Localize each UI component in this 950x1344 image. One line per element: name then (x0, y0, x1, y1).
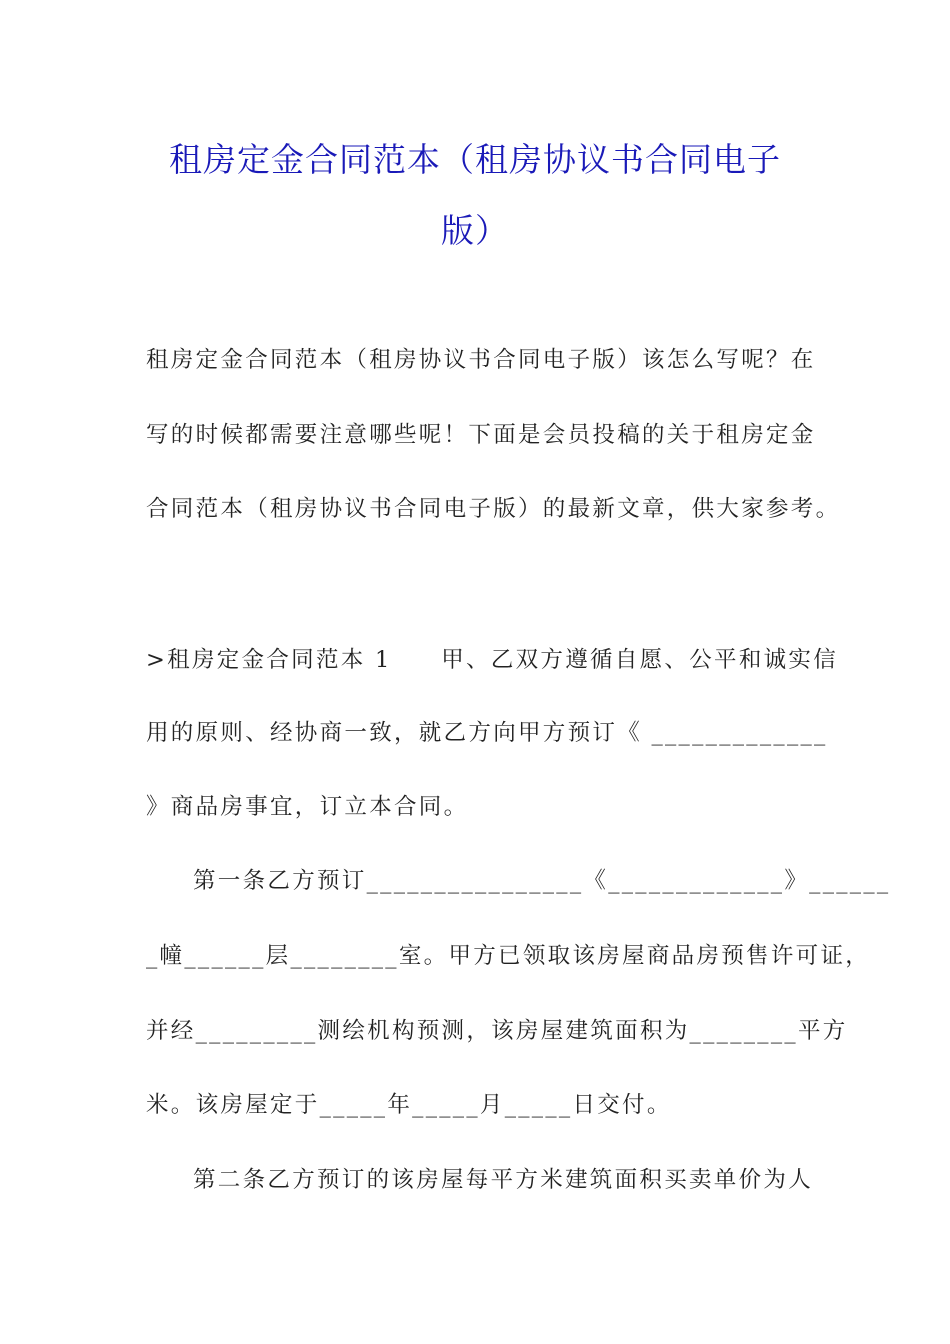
body-line: 租房定金合同范本（租房协议书合同电子版）该怎么写呢？在 (146, 347, 816, 373)
body-line: 第二条乙方预订的该房屋每平方米建筑面积买卖单价为人 (193, 1167, 814, 1193)
document-title-line-1: 租房定金合同范本（租房协议书合同电子 (169, 140, 781, 179)
body-line: 写的时候都需要注意哪些呢！下面是会员投稿的关于租房定金 (146, 422, 816, 448)
body-line: 用的原则、经协商一致，就乙方向甲方预订《 _____________ (146, 720, 828, 746)
body-line: 米。该房屋定于_____年_____月_____日交付。 (146, 1092, 672, 1118)
document-title-line-2: 版） (441, 211, 509, 250)
body-line: _幢______层________室。甲方已领取该房屋商品房预售许可证， (146, 943, 871, 969)
body-line: 》商品房事宜，订立本合同。 (146, 794, 469, 820)
body-line: >租房定金合同范本 1 甲、乙双方遵循自愿、公平和诚实信 (146, 647, 839, 673)
body-line: 并经_________测绘机构预测，该房屋建筑面积为________平方 (146, 1018, 848, 1044)
body-line: 第一条乙方预订________________《_____________》______ (193, 868, 891, 894)
body-line: 合同范本（租房协议书合同电子版）的最新文章，供大家参考。 (146, 496, 841, 522)
